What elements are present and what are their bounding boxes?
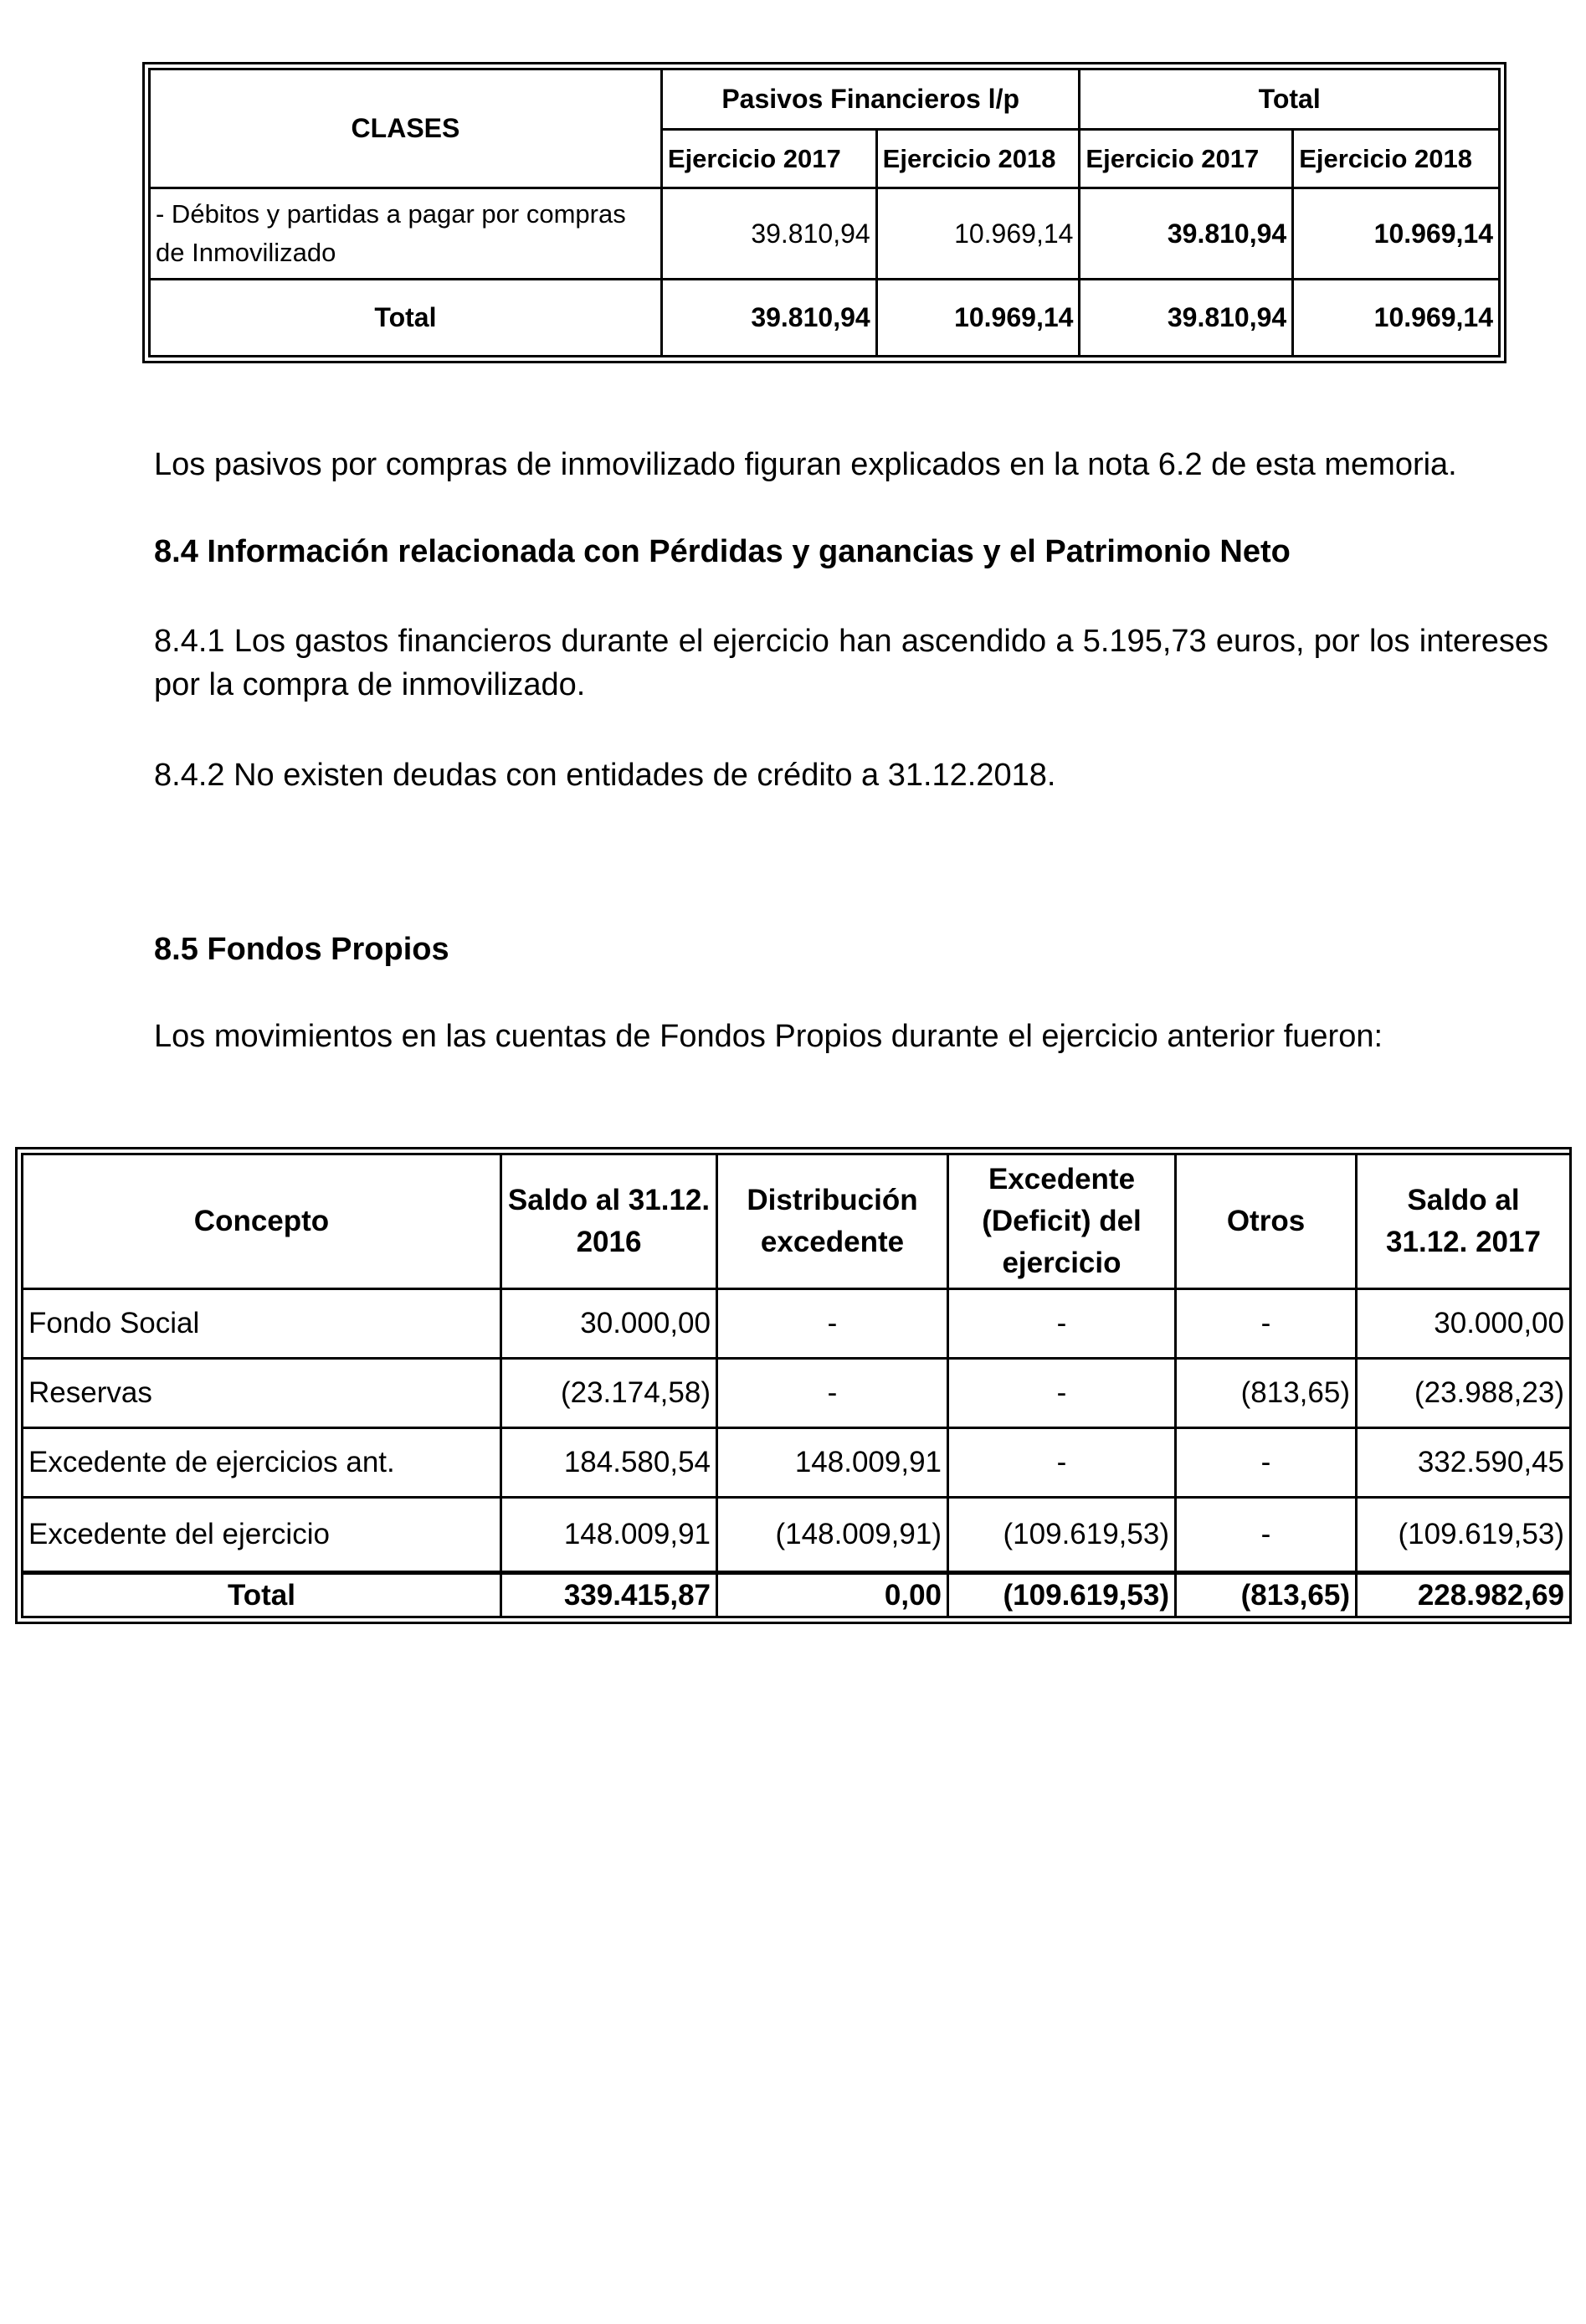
row-label: Excedente de ejercicios ant. bbox=[23, 1427, 501, 1497]
cell-value: (148.009,91) bbox=[717, 1497, 948, 1573]
header-otros: Otros bbox=[1176, 1154, 1357, 1289]
row-label-line: - Débitos y partidas a pagar por compras bbox=[156, 199, 626, 229]
heading-8-4: 8.4 Información relacionada con Pérdidas y ganancias y el Patrimonio Neto bbox=[154, 534, 1291, 569]
cell-value: 184.580,54 bbox=[501, 1427, 717, 1497]
table-row bbox=[150, 188, 1500, 279]
total-value: 10.969,14 bbox=[1293, 279, 1500, 356]
header-year: Ejercicio 2017 bbox=[661, 130, 876, 188]
heading-8-5: 8.5 Fondos Propios bbox=[154, 932, 449, 967]
header-distribucion bbox=[717, 1154, 948, 1289]
cell-value: 39.810,94 bbox=[661, 188, 876, 279]
paragraph-8-5: Los movimientos en las cuentas de Fondos Propios durante el ejercicio anterior fueron: bbox=[154, 1019, 1383, 1054]
header-line: (Deficit) del bbox=[982, 1205, 1142, 1238]
header-line: 31.12. 2017 bbox=[1386, 1226, 1541, 1259]
header-concepto: Concepto bbox=[23, 1154, 501, 1289]
total-value: (109.619,53) bbox=[948, 1573, 1176, 1617]
header-saldo-inicial bbox=[501, 1154, 717, 1289]
row-label: Fondo Social bbox=[23, 1289, 501, 1359]
cell-value: - bbox=[948, 1359, 1176, 1428]
row-label-line: de Inmovilizado bbox=[156, 238, 336, 268]
cell-value: 148.009,91 bbox=[501, 1497, 717, 1573]
header-clases: CLASES bbox=[150, 69, 662, 188]
cell-value: (23.174,58) bbox=[501, 1359, 717, 1428]
fondos-propios-table bbox=[15, 1147, 1572, 1624]
cell-value: (813,65) bbox=[1176, 1359, 1357, 1428]
cell-value: 39.810,94 bbox=[1080, 188, 1293, 279]
cell-value: - bbox=[717, 1359, 948, 1428]
header-year: Ejercicio 2018 bbox=[1293, 130, 1500, 188]
cell-value: - bbox=[1176, 1289, 1357, 1359]
cell-value: 10.969,14 bbox=[876, 188, 1080, 279]
total-value: 0,00 bbox=[717, 1573, 948, 1617]
cell-value: 30.000,00 bbox=[1357, 1289, 1571, 1359]
row-label bbox=[150, 188, 662, 279]
row-label: Excedente del ejercicio bbox=[23, 1497, 501, 1573]
total-value: 228.982,69 bbox=[1357, 1573, 1571, 1617]
total-label: Total bbox=[150, 279, 662, 356]
cell-value: 332.590,45 bbox=[1357, 1427, 1571, 1497]
cell-value: - bbox=[1176, 1427, 1357, 1497]
total-value: 39.810,94 bbox=[1080, 279, 1293, 356]
header-year: Ejercicio 2017 bbox=[1080, 130, 1293, 188]
total-label: Total bbox=[23, 1573, 501, 1617]
table-total-row bbox=[23, 1573, 1571, 1617]
header-year: Ejercicio 2018 bbox=[876, 130, 1080, 188]
table-row bbox=[23, 1289, 1571, 1359]
cell-value: 10.969,14 bbox=[1293, 188, 1500, 279]
table-row bbox=[23, 1359, 1571, 1428]
table-total-row bbox=[150, 279, 1500, 356]
header-line: 2016 bbox=[576, 1226, 642, 1259]
cell-value: (109.619,53) bbox=[1357, 1497, 1571, 1573]
paragraph-8-4-2: 8.4.2 No existen deudas con entidades de crédito a 31.12.2018. bbox=[154, 758, 1056, 793]
header-total: Total bbox=[1080, 69, 1500, 130]
cell-value: (109.619,53) bbox=[948, 1497, 1176, 1573]
paragraph-pasivos-nota: Los pasivos por compras de inmovilizado figuran explicados en la nota 6.2 de esta memoria. bbox=[154, 447, 1457, 482]
fondos-propios-grid bbox=[21, 1153, 1572, 1618]
pasivos-financieros-grid bbox=[148, 68, 1501, 357]
table-row bbox=[23, 1497, 1571, 1573]
header-line: ejercicio bbox=[1002, 1247, 1121, 1280]
row-label: Reservas bbox=[23, 1359, 501, 1428]
header-line: Saldo al 31.12. bbox=[507, 1184, 711, 1217]
cell-value: - bbox=[717, 1289, 948, 1359]
table-header-row bbox=[23, 1154, 1571, 1289]
cell-value: (23.988,23) bbox=[1357, 1359, 1571, 1428]
header-line: excedente bbox=[760, 1226, 905, 1259]
table-row bbox=[23, 1427, 1571, 1497]
header-pasivos-financieros: Pasivos Financieros l/p bbox=[661, 69, 1080, 130]
header-line: Excedente bbox=[988, 1163, 1136, 1196]
cell-value: 148.009,91 bbox=[717, 1427, 948, 1497]
header-line: Saldo al bbox=[1407, 1184, 1520, 1217]
cell-value: 30.000,00 bbox=[501, 1289, 717, 1359]
cell-value: - bbox=[948, 1289, 1176, 1359]
total-value: 339.415,87 bbox=[501, 1573, 717, 1617]
table-header-row bbox=[150, 69, 1500, 130]
header-saldo-final bbox=[1357, 1154, 1571, 1289]
paragraph-8-4-1: 8.4.1 Los gastos financieros durante el ejercicio han ascendido a 5.195,73 euros, por los intereses por la compra de inmovilizado. bbox=[154, 624, 1548, 702]
total-value: 39.810,94 bbox=[661, 279, 876, 356]
total-value: 10.969,14 bbox=[876, 279, 1080, 356]
total-value: (813,65) bbox=[1176, 1573, 1357, 1617]
cell-value: - bbox=[1176, 1497, 1357, 1573]
pasivos-financieros-table bbox=[142, 62, 1506, 363]
header-excedente bbox=[948, 1154, 1176, 1289]
cell-value: - bbox=[948, 1427, 1176, 1497]
header-line: Distribución bbox=[747, 1184, 918, 1217]
